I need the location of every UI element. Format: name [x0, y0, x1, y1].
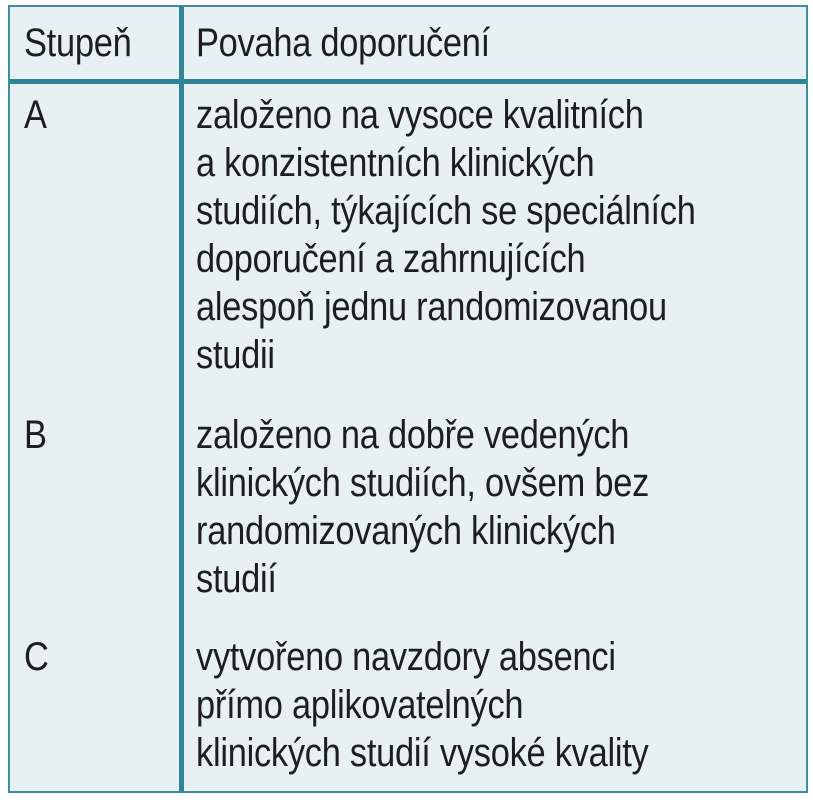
row-b-grade: B	[24, 413, 47, 457]
row-a-grade: A	[24, 93, 47, 137]
recommendation-grade-table	[8, 5, 808, 793]
header-grade: Stupeň	[24, 21, 132, 65]
header-nature: Povaha doporučení	[196, 21, 490, 65]
column-divider	[179, 7, 184, 791]
row-c-text: vytvořeno navzdory absenci přímo aplikovatelných klinických studií vysoké kvality	[196, 635, 649, 775]
row-a-text: založeno na vysoce kvalitních a konzistentních klinických studiích, týkajících se speciálních doporučení a zahrnujících alespoň jednu randomizovanou studii	[196, 93, 696, 377]
header-divider	[10, 79, 806, 84]
row-c-grade: C	[24, 635, 49, 679]
row-b-text: založeno na dobře vedených klinických studiích, ovšem bez randomizovaných klinických studií	[196, 413, 650, 601]
